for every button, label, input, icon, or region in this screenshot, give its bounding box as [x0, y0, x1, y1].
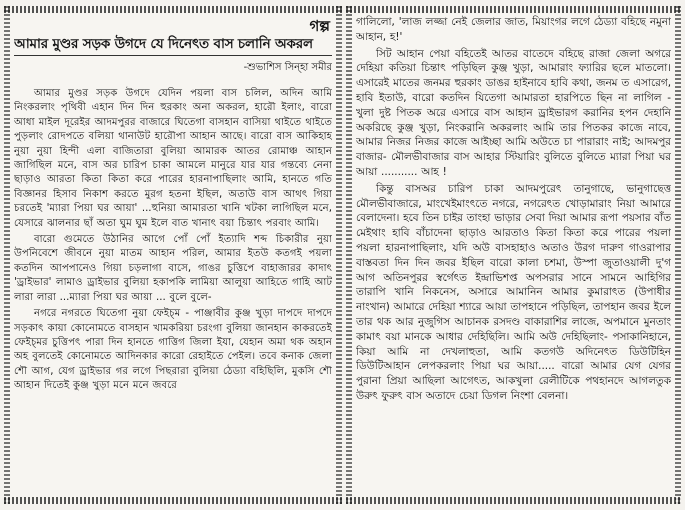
right-column — [346, 6, 681, 504]
right-border — [675, 6, 681, 504]
left-content — [14, 15, 332, 495]
right-content — [356, 15, 671, 495]
top-border — [346, 6, 681, 13]
section-tag: গল্প — [309, 17, 330, 35]
bottom-border — [346, 497, 681, 504]
left-border — [4, 6, 10, 504]
paragraph: গালিলো, 'লাজ লজ্জা নেই জেলার জাত, মিয়াংগর লগে ঠেড্যা বহিছে নমুনা আহান, হ!' — [356, 16, 671, 43]
paragraph: কিন্তু বাসঅর চারিপ চাকা আদমপুরেৎ তানুগাছে, ভানুগাছেত্ত মৌলভীবাজারে, মাংখেইমাংৎতে নগরে, নগরেৎত খোড়ামারাং নিয়া আমারে বেলাদেনা। হবে তিন চাইর তাংহা ভাড়ার সেবা দিয়া আমার রূপা পয়সার বাঁত মেইথাং হাবি বাঁচাদেনা ছাড়াও আরতাও কিতা কিতা করে পারের পয়লা পয়লা হারনাপাছিলাং, যদি অউ বাসহাহাও অতাও উরগ দারুণ গাওরাপার বাস্তবতা দিন দিন জবর ইছিল বারো কালা চশমা, উস্পা জুতাওয়ালী দু'গ আগ অতিনপুরর স্বর্গেৎত ইন্দ্রাভিশপ্ত অপসরার সানে সামনে আহিগির তারাপি খানি নিকনেস, অসারে আমানিন আমার কুমারাৎত (উপাধীর নাংখান) আমারে দেহিয়া শ্যারে আয়া তাপহানে পড়িছিল, তাপহান জবর ইলে তার থক আর নুজুগিস আচানক রসদণ্ড বাকারাশির লাজে, অপমানে মুনতাং কামাৎ বয়া মানকে আধার দেহিছিলি। আমি অউ দেহিছিলাং- পসাকানিহানে, কিয়া আমি না দেখলাহুতা, আমি কতগউ অদিনেৎত ডিউটিহিন ডিউটিআহান লেপকরলাং পিয়া ঘর আয়া..... বারো আমার যেগ যেগর পুরানা প্রিয়া আছিলা আগেৎত, আকখুলা রেলীটিকে পথহানদে আগলতুক উরুৎ ফুরুৎ বাস অতাদে চেয়া ডিগল নিংশা বেলনা। — [356, 182, 671, 402]
article-title: আমার মুণ্ডর সড়ক উগদে যে দিনেৎত বাস চলানি অকরল — [14, 35, 332, 56]
left-border — [346, 6, 352, 504]
paragraph: আমার মুণ্ডর সড়ক উগদে যেদিন পয়লা বাস চলিল, অদিন আমি নিংকরলাং পৃথিবী এহান দিন দিন হুরকাং অনা অকরল, হারৌ ইলাং, বারো আধা মাইল দূরেইর আদমপুরর বাজারে ঘিতেগা বাসহান বাসিয়া থাইতে থাইতে পুড়লাং রোদপতে বলিয়া থানাউট হারৌপা আহান আছে। বারো বাস আকিহাহ নুয়া নুয়া হিন্দী এলা বাজিতারা বুলিয়া আমারক আতর রোমাঞ্চ আহান জাগিছিল মনে, বাস অর চারিপ চাকা আমলে মানুরে যার যার গন্তব্যে নেনা ছাড়াও আরতা কিতা কিতা করে পারের হারনাপাছিলাং আমি, হানতে গতি বিজ্ঞানর হিসাব নিকাশ করতে মুরগ হতনা ইছিল, অতাউ বাস আথৎ গিয়া চরতেই 'ম্যারা পিয়া ঘর আয়া' ...হুনিয়া আমারতা খানি খটকা লাগিছিল মনে, যেসারে ঝালনার ছাঁ অতা ঘুম ঘুম ইলে বাত খানাৎ বয়া চিন্তাৎ পরবাং আমি। — [14, 88, 332, 229]
paragraph: বারো গুমেতে উঠানির আগে পোঁ পোঁ ইত্যাদি শব্দ চিকারীর নুয়া উপনিবেশে জীবনে নুয়া মাতম আহান পরিল, আমার ইতউ কতগই পয়লা কতদিন আপপানেও গিয়া চড়লাগা বাসে, গাঙর চুত্তিপে বাহাজারর কাদাৎ 'ড্রাইভার' লামাও ড্রাইভার বুলিয়া হকাপকি লামিয়া আলুয়া আহিতে গাহি আট লারা লারা ...ম্যারা পিয়া ঘর আয়া ... বুলে বুলে- — [14, 234, 332, 303]
left-column — [4, 6, 342, 504]
paragraph: সিট আহান পেয়া বহিতেই আতর বাতেদে বহিছে রাজা জেলা অগরে দেহিয়া কতিয়া চিন্তাৎ পড়িছিল কুঞ্জ খুড়া, আমারাং ফ্যারির ছলে মাতলো। এসারেই মাতের জনমর হুরকাং ডাঙর হাইনাবে হাবি কথা, জনম ত এসারেগ, হাবি ইতাউ, বারো কতদিন যিতেগা আমারতা হারপিতে ছিন না লাগিল - খুলা দুষ্ট পিতক অরে এসারে বাস আহান ড্রাইভারগ করানির হপন দেহানি অকরিছে কুঞ্জ খুড়া, নিংকরানি অকরলাং আমি তার পিতকর কাজে নাবে, আমার নিজর নিজর কাজে আইচ্ছা আমি অউতে চা পারারাং নাই; আদমপুর বাজার- মৌলভীবাজার বাস আহার স্টিয়ারিং বুলিতে বুলিতে ম্যারা পিয়া ঘর আয়া ........... আহ ! — [356, 47, 671, 178]
right-border — [336, 6, 342, 504]
article-author: -শুভাশিস সিন্হা সমীর — [243, 62, 332, 73]
paragraph: নগরে নগরতে ঘিতেগা নুয়া ফেইচ্ম - পাঞ্জাবীর কুঞ্জ খুড়া দাপদে দাপদে সড়কাৎ কায়া কোনোমতে বাসহান খামকরিয়া চরংগা বুলিয়া জানহান কাকরতেই ফেইচ্মর চুত্তিপৎ পারা দিন হানতে গাত্তিগ জিলা ইযা, যেহান অমা থক অহান অহ বুলতেই কোনোমতে আদিনকার কারো রেহাইতে পেইল। তবে কনাক জেলা শৌ আগ, যেগ ড্রাইভার গর লগে পিছরারা বুলিয়া ঠেড্যা বহিছিলি, মুকসি শৌ আহান দিতেই কুঞ্জ খুড়া মনে মনে জবরে — [14, 308, 332, 392]
top-border — [4, 6, 342, 13]
bottom-border — [4, 497, 342, 504]
